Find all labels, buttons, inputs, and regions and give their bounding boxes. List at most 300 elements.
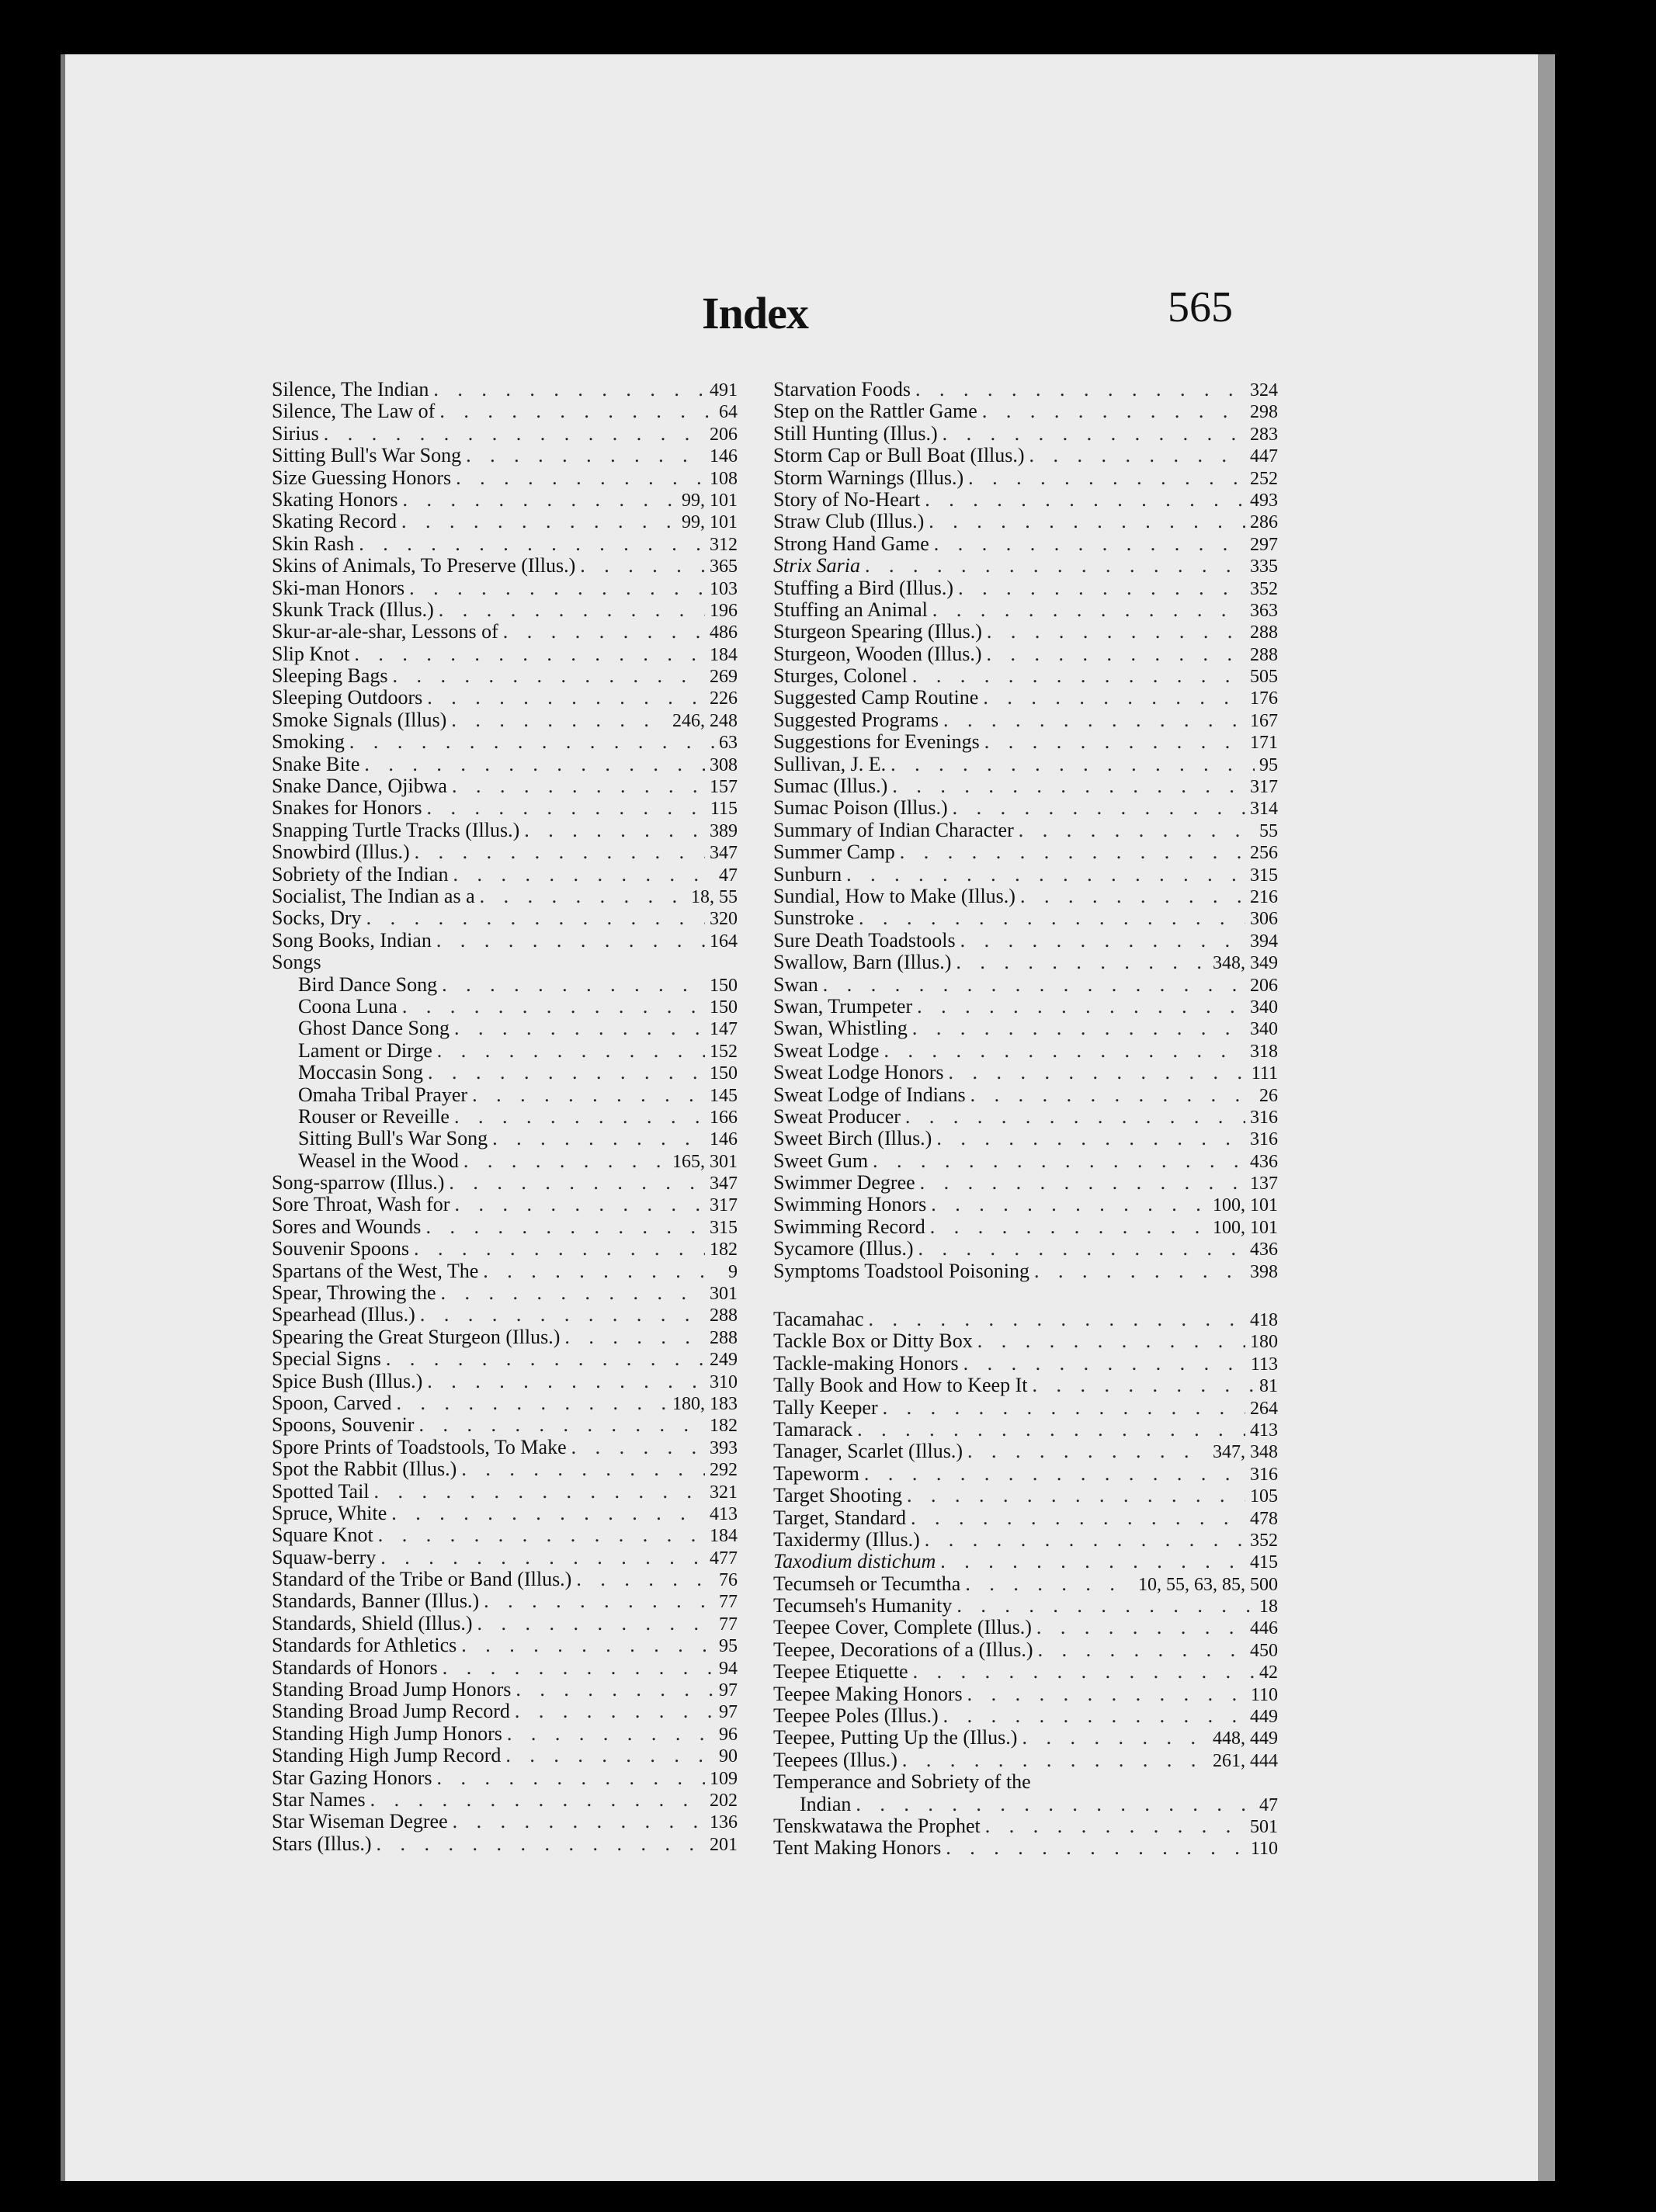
index-page-ref: 180 bbox=[1250, 1332, 1278, 1353]
dot-leader bbox=[953, 797, 1245, 819]
index-page-ref: 111 bbox=[1251, 1063, 1278, 1084]
dot-leader bbox=[936, 1128, 1245, 1149]
index-term: Tapeworm bbox=[773, 1461, 859, 1485]
index-entry bbox=[773, 1529, 1278, 1551]
index-entry bbox=[272, 1789, 738, 1811]
dot-leader bbox=[1038, 1639, 1245, 1661]
dot-leader bbox=[823, 974, 1245, 996]
index-entry bbox=[272, 599, 738, 621]
index-entry bbox=[773, 1617, 1278, 1638]
index-page-ref: 324 bbox=[1250, 380, 1278, 400]
dot-leader bbox=[571, 1437, 705, 1458]
index-term: Smoking bbox=[272, 730, 345, 754]
index-entry bbox=[272, 1018, 738, 1039]
index-page-ref: 288 bbox=[1250, 644, 1278, 665]
index-page-ref: 286 bbox=[1250, 512, 1278, 533]
index-page-ref: 100, 101 bbox=[1213, 1217, 1278, 1238]
dot-leader bbox=[461, 1635, 714, 1656]
dot-leader bbox=[956, 1595, 1255, 1617]
index-term: Sycamore (Illus.) bbox=[773, 1237, 914, 1260]
index-term: Swan, Trumpeter bbox=[773, 994, 913, 1018]
index-entry bbox=[272, 974, 738, 996]
index-entry bbox=[272, 1657, 738, 1679]
index-term: Swimming Record bbox=[773, 1215, 925, 1238]
index-entry bbox=[773, 687, 1278, 709]
index-entry bbox=[773, 1128, 1278, 1149]
index-page-ref: 264 bbox=[1250, 1398, 1278, 1419]
index-page-ref: 196 bbox=[710, 600, 738, 621]
dot-leader bbox=[873, 1150, 1245, 1172]
index-entry bbox=[272, 1767, 738, 1789]
index-term: Taxidermy (Illus.) bbox=[773, 1527, 920, 1551]
index-entry bbox=[773, 952, 1278, 973]
index-term: Spice Bush (Illus.) bbox=[272, 1369, 423, 1392]
dot-leader bbox=[415, 841, 705, 863]
dot-leader bbox=[884, 1040, 1245, 1062]
book-page bbox=[61, 54, 1555, 2181]
dot-leader bbox=[982, 400, 1245, 422]
index-entry bbox=[272, 1150, 738, 1172]
index-page-ref: 306 bbox=[1250, 909, 1278, 930]
dot-leader bbox=[442, 974, 705, 996]
index-page-ref: 448, 449 bbox=[1213, 1728, 1278, 1749]
index-term: Sleeping Bags bbox=[272, 664, 388, 688]
index-term: Snakes for Honors bbox=[272, 796, 422, 820]
index-page-ref: 398 bbox=[1250, 1261, 1278, 1282]
dot-leader bbox=[983, 687, 1245, 709]
dot-leader bbox=[441, 1282, 706, 1304]
dot-leader bbox=[960, 930, 1245, 952]
index-page-ref: 413 bbox=[710, 1503, 738, 1524]
index-term: Sirius bbox=[272, 421, 319, 445]
index-page-ref: 493 bbox=[1250, 490, 1278, 511]
dot-leader bbox=[956, 952, 1208, 973]
dot-leader bbox=[503, 621, 705, 643]
dot-leader bbox=[900, 841, 1245, 863]
index-entry bbox=[272, 467, 738, 489]
index-term: Skin Rash bbox=[272, 532, 355, 555]
dot-leader bbox=[890, 754, 1255, 775]
index-page-ref: 413 bbox=[1250, 1420, 1278, 1441]
index-page-ref: 103 bbox=[710, 578, 738, 599]
index-page-ref: 447 bbox=[1250, 446, 1278, 467]
index-page-ref: 261, 444 bbox=[1213, 1750, 1278, 1771]
index-term: Weasel in the Wood bbox=[298, 1149, 459, 1172]
index-entry bbox=[773, 577, 1278, 599]
index-page-ref: 136 bbox=[710, 1812, 738, 1833]
index-entry bbox=[272, 797, 738, 819]
index-entry bbox=[272, 1723, 738, 1745]
dot-leader bbox=[1032, 1375, 1255, 1396]
dot-leader bbox=[472, 1084, 705, 1106]
dot-leader bbox=[1019, 820, 1255, 841]
index-term: Silence, The Law of bbox=[272, 400, 436, 423]
index-entry bbox=[272, 1811, 738, 1832]
index-term: Swimmer Degree bbox=[773, 1171, 915, 1194]
index-page-ref: 110 bbox=[1250, 1839, 1278, 1860]
index-term: Spear, Throwing the bbox=[272, 1281, 436, 1305]
index-page-ref: 477 bbox=[710, 1548, 738, 1569]
dot-leader bbox=[425, 1216, 705, 1238]
dot-leader bbox=[913, 1661, 1255, 1683]
index-page-ref: 269 bbox=[710, 667, 738, 688]
index-entry bbox=[272, 1481, 738, 1503]
index-page-ref: 164 bbox=[710, 931, 738, 952]
dot-leader bbox=[454, 1106, 705, 1128]
index-entry bbox=[272, 379, 738, 400]
index-page-ref: 310 bbox=[710, 1371, 738, 1392]
dot-leader bbox=[480, 886, 686, 907]
dot-leader bbox=[427, 1371, 705, 1392]
index-page-ref: 318 bbox=[1250, 1041, 1278, 1062]
dot-leader bbox=[364, 754, 705, 775]
index-entry bbox=[773, 1441, 1278, 1462]
index-entry bbox=[272, 996, 738, 1018]
dot-leader bbox=[943, 709, 1245, 731]
index-entry bbox=[272, 1524, 738, 1546]
index-term: Suggested Programs bbox=[773, 708, 939, 731]
dot-leader bbox=[443, 1657, 714, 1679]
dot-leader bbox=[397, 1392, 668, 1414]
index-term: Stars (Illus.) bbox=[272, 1832, 372, 1855]
index-page-ref: 340 bbox=[1250, 997, 1278, 1018]
index-term: Sitting Bull's War Song bbox=[272, 444, 462, 467]
index-term: Snake Bite bbox=[272, 752, 360, 775]
index-entry bbox=[272, 731, 738, 753]
index-page-ref: 446 bbox=[1250, 1618, 1278, 1639]
index-term: Tamarack bbox=[773, 1417, 853, 1441]
dot-leader bbox=[907, 1485, 1245, 1506]
index-page-ref: 394 bbox=[1250, 931, 1278, 952]
dot-leader bbox=[1036, 1617, 1245, 1638]
index-entry bbox=[773, 1084, 1278, 1106]
index-term: Teepee Poles (Illus.) bbox=[773, 1704, 939, 1728]
index-entry bbox=[272, 1701, 738, 1722]
dot-leader bbox=[454, 1018, 705, 1039]
dot-leader bbox=[934, 533, 1245, 555]
index-entry bbox=[272, 1238, 738, 1260]
index-term: Taxodium distichum bbox=[773, 1550, 936, 1573]
dot-leader bbox=[865, 555, 1245, 577]
index-term: Socks, Dry bbox=[272, 907, 362, 930]
index-page-ref: 166 bbox=[710, 1107, 738, 1128]
index-term: Spartans of the West, The bbox=[272, 1259, 479, 1282]
index-entry bbox=[272, 423, 738, 445]
index-page-ref: 94 bbox=[719, 1658, 738, 1679]
index-page-ref: 226 bbox=[710, 688, 738, 709]
index-entry bbox=[773, 1194, 1278, 1215]
index-entry bbox=[773, 974, 1278, 996]
index-page-ref: 100, 101 bbox=[1213, 1195, 1278, 1216]
index-page-ref: 393 bbox=[710, 1437, 738, 1458]
index-entry bbox=[272, 665, 738, 687]
index-entry bbox=[773, 907, 1278, 929]
index-term: Special Signs bbox=[272, 1347, 381, 1371]
index-entry bbox=[773, 841, 1278, 863]
index-entry bbox=[773, 864, 1278, 886]
dot-leader bbox=[985, 1815, 1245, 1837]
dot-leader bbox=[324, 423, 705, 445]
index-term: Stuffing a Bird (Illus.) bbox=[773, 576, 954, 599]
index-page-ref: 288 bbox=[710, 1305, 738, 1326]
index-term: Size Guessing Honors bbox=[272, 466, 452, 489]
index-page-ref: 115 bbox=[710, 799, 738, 820]
index-entry bbox=[773, 1330, 1278, 1352]
index-page-ref: 99, 101 bbox=[682, 490, 738, 511]
index-entry bbox=[773, 1397, 1278, 1419]
dot-leader bbox=[427, 687, 705, 709]
index-entry bbox=[272, 930, 738, 952]
dot-leader bbox=[958, 577, 1245, 599]
index-term: Skins of Animals, To Preserve (Illus.) bbox=[272, 554, 576, 577]
index-term: Standing High Jump Honors bbox=[272, 1721, 502, 1745]
index-entry bbox=[773, 1419, 1278, 1441]
dot-leader bbox=[576, 1569, 714, 1590]
index-page-ref: 184 bbox=[710, 1526, 738, 1547]
index-page-ref: 90 bbox=[719, 1746, 738, 1767]
dot-leader bbox=[433, 379, 705, 400]
index-entry bbox=[773, 400, 1278, 422]
dot-leader bbox=[484, 1590, 714, 1612]
index-entry bbox=[272, 1371, 738, 1392]
index-page-ref: 418 bbox=[1250, 1310, 1278, 1331]
index-term: Tanager, Scarlet (Illus.) bbox=[773, 1440, 963, 1463]
index-page-ref: 314 bbox=[1250, 799, 1278, 820]
dot-leader bbox=[902, 1749, 1208, 1771]
dot-leader bbox=[420, 1304, 705, 1326]
index-term: Moccasin Song bbox=[298, 1061, 424, 1084]
dot-leader bbox=[439, 599, 705, 621]
index-page-ref: 298 bbox=[1250, 402, 1278, 423]
index-entry bbox=[272, 1745, 738, 1766]
dot-leader bbox=[437, 1040, 705, 1062]
index-term: Snowbird (Illus.) bbox=[272, 841, 410, 864]
index-page-ref: 216 bbox=[1250, 886, 1278, 907]
index-entry bbox=[773, 1573, 1278, 1595]
dot-leader bbox=[965, 1573, 1134, 1595]
index-entry bbox=[773, 1837, 1278, 1859]
index-term: Sumac (Illus.) bbox=[773, 775, 888, 798]
dot-leader bbox=[359, 533, 705, 555]
dot-leader bbox=[377, 1833, 705, 1855]
index-term: Lament or Dirge bbox=[298, 1038, 432, 1062]
index-term: Target Shooting bbox=[773, 1484, 902, 1507]
index-page-ref: 320 bbox=[710, 909, 738, 930]
index-entry bbox=[773, 665, 1278, 687]
dot-leader bbox=[931, 1194, 1208, 1215]
index-page-ref: 365 bbox=[710, 556, 738, 577]
page-title: Index bbox=[702, 288, 808, 338]
dot-leader bbox=[516, 1679, 714, 1701]
index-page-ref: 206 bbox=[1250, 975, 1278, 996]
index-term: Sores and Wounds bbox=[272, 1215, 422, 1238]
index-page-ref: 47 bbox=[1259, 1794, 1278, 1815]
index-term: Sumac Poison (Illus.) bbox=[773, 796, 948, 820]
dot-leader bbox=[967, 1683, 1246, 1705]
dot-leader bbox=[929, 511, 1245, 532]
index-page-ref: 147 bbox=[710, 1019, 738, 1040]
index-term: Stuffing an Animal bbox=[773, 598, 928, 621]
index-column-left bbox=[272, 379, 738, 1855]
dot-leader bbox=[859, 907, 1245, 929]
index-entry bbox=[773, 599, 1278, 621]
index-term: Square Knot bbox=[272, 1524, 373, 1547]
index-term: Ghost Dance Song bbox=[298, 1017, 450, 1040]
dot-leader bbox=[374, 1481, 705, 1503]
index-entry bbox=[272, 1128, 738, 1149]
dot-leader bbox=[984, 731, 1245, 753]
index-page-ref: 335 bbox=[1250, 556, 1278, 577]
index-entry bbox=[272, 1590, 738, 1612]
dot-leader bbox=[869, 1309, 1245, 1330]
index-entry bbox=[773, 1040, 1278, 1062]
dot-leader bbox=[968, 467, 1245, 489]
index-page-ref: 63 bbox=[719, 733, 738, 754]
index-entry bbox=[773, 930, 1278, 952]
index-term: Summer Camp bbox=[773, 841, 895, 864]
index-page-ref: 202 bbox=[710, 1791, 738, 1811]
index-entry bbox=[773, 1771, 1278, 1793]
index-term: Swimming Honors bbox=[773, 1193, 927, 1216]
dot-leader bbox=[437, 1767, 705, 1789]
index-entry bbox=[773, 1639, 1278, 1661]
index-page-ref: 55 bbox=[1259, 820, 1278, 841]
dot-leader bbox=[370, 1789, 705, 1811]
index-term: Spearing the Great Sturgeon (Illus.) bbox=[272, 1325, 561, 1348]
index-term: Standard of the Tribe or Band (Illus.) bbox=[272, 1568, 572, 1591]
dot-leader bbox=[949, 1062, 1247, 1083]
index-term: Standing Broad Jump Record bbox=[272, 1700, 510, 1723]
index-page-ref: 18 bbox=[1259, 1597, 1278, 1617]
index-page-ref: 505 bbox=[1250, 667, 1278, 688]
dot-leader bbox=[963, 1353, 1246, 1375]
index-entry bbox=[773, 1507, 1278, 1529]
index-entry bbox=[773, 511, 1278, 532]
index-term: Spearhead (Illus.) bbox=[272, 1303, 415, 1326]
index-page-ref: 491 bbox=[710, 380, 738, 400]
index-page-ref: 182 bbox=[710, 1416, 738, 1437]
index-term: Sweet Birch (Illus.) bbox=[773, 1127, 932, 1150]
dot-leader bbox=[451, 709, 668, 731]
dot-leader bbox=[391, 1503, 705, 1524]
index-term: Sundial, How to Make (Illus.) bbox=[773, 884, 1015, 907]
index-term: Straw Club (Illus.) bbox=[773, 510, 925, 533]
index-term: Sleeping Outdoors bbox=[272, 686, 423, 709]
dot-leader bbox=[454, 1194, 705, 1215]
index-page-ref: 9 bbox=[728, 1261, 738, 1282]
index-term: Standing High Jump Record bbox=[272, 1744, 502, 1767]
index-term: Bird Dance Song bbox=[298, 973, 438, 996]
dot-leader bbox=[349, 731, 714, 753]
index-page-ref: 26 bbox=[1259, 1085, 1278, 1106]
index-page-ref: 77 bbox=[719, 1614, 738, 1635]
index-entry bbox=[272, 1194, 738, 1215]
index-term: Sullivan, J. E. bbox=[773, 752, 887, 775]
index-page-ref: 109 bbox=[710, 1768, 738, 1789]
index-term: Strix Saria bbox=[773, 554, 860, 577]
index-term: Sore Throat, Wash for bbox=[272, 1193, 450, 1216]
index-entry bbox=[272, 445, 738, 466]
index-entry bbox=[773, 1705, 1278, 1727]
index-entry bbox=[773, 797, 1278, 819]
dot-leader bbox=[456, 467, 705, 489]
index-term: Sitting Bull's War Song bbox=[298, 1127, 488, 1150]
index-term: Sweat Lodge Honors bbox=[773, 1061, 944, 1084]
index-entry bbox=[272, 555, 738, 577]
index-term: Souvenir Spoons bbox=[272, 1237, 409, 1260]
index-entry bbox=[272, 1547, 738, 1569]
index-entry bbox=[272, 886, 738, 907]
index-page-ref: 97 bbox=[719, 1680, 738, 1701]
dot-leader bbox=[401, 511, 677, 532]
index-page-ref: 150 bbox=[710, 975, 738, 996]
index-entry bbox=[272, 841, 738, 863]
index-term: Storm Cap or Bull Boat (Illus.) bbox=[773, 444, 1025, 467]
index-term: Sunstroke bbox=[773, 907, 854, 930]
index-entry bbox=[272, 489, 738, 511]
dot-leader bbox=[580, 555, 705, 577]
dot-leader bbox=[564, 1326, 705, 1348]
index-term: Spot the Rabbit (Illus.) bbox=[272, 1458, 457, 1481]
index-entry bbox=[272, 1348, 738, 1370]
index-entry bbox=[272, 1040, 738, 1062]
index-term: Smoke Signals (Illus) bbox=[272, 708, 447, 731]
index-page-ref: 152 bbox=[710, 1041, 738, 1062]
index-entry bbox=[773, 1018, 1278, 1039]
page-header bbox=[65, 283, 1538, 349]
index-page-ref: 76 bbox=[719, 1570, 738, 1591]
index-page-ref: 501 bbox=[1250, 1817, 1278, 1837]
index-page-ref: 316 bbox=[1250, 1129, 1278, 1150]
index-term: Coona Luna bbox=[298, 994, 398, 1018]
index-entry bbox=[272, 1062, 738, 1083]
index-page-ref: 292 bbox=[710, 1460, 738, 1481]
index-term: Strong Hand Game bbox=[773, 532, 929, 555]
dot-leader bbox=[436, 930, 705, 952]
index-term: Sturges, Colonel bbox=[773, 664, 908, 688]
index-entry bbox=[773, 731, 1278, 753]
index-page-ref: 95 bbox=[719, 1636, 738, 1657]
index-page-ref: 167 bbox=[1250, 710, 1278, 731]
index-term: Still Hunting (Illus.) bbox=[773, 421, 938, 445]
index-page-ref: 47 bbox=[719, 865, 738, 886]
index-page-ref: 301 bbox=[710, 1284, 738, 1305]
index-term: Song Books, Indian bbox=[272, 928, 432, 952]
index-page-ref: 347 bbox=[710, 843, 738, 864]
index-term: Silence, The Indian bbox=[272, 378, 429, 400]
index-entry bbox=[272, 754, 738, 775]
index-term: Star Wiseman Degree bbox=[272, 1810, 448, 1833]
dot-leader bbox=[892, 775, 1245, 797]
index-entry bbox=[773, 886, 1278, 907]
index-entry bbox=[773, 1595, 1278, 1617]
dot-leader bbox=[967, 1441, 1208, 1462]
index-term: Swan, Whistling bbox=[773, 1017, 908, 1040]
index-entry bbox=[773, 1727, 1278, 1749]
dot-leader bbox=[524, 820, 705, 841]
dot-leader bbox=[453, 1811, 705, 1832]
index-entry bbox=[272, 864, 738, 886]
index-page-ref: 10, 55, 63, 85, 500 bbox=[1138, 1574, 1278, 1595]
dot-leader bbox=[354, 643, 705, 665]
index-page-ref: 347 bbox=[710, 1174, 738, 1194]
index-page-ref: 315 bbox=[1250, 865, 1278, 886]
index-entry bbox=[272, 1106, 738, 1128]
index-entry bbox=[773, 775, 1278, 797]
index-term: Slip Knot bbox=[272, 642, 350, 665]
index-page-ref: 81 bbox=[1259, 1376, 1278, 1397]
index-entry bbox=[272, 511, 738, 532]
